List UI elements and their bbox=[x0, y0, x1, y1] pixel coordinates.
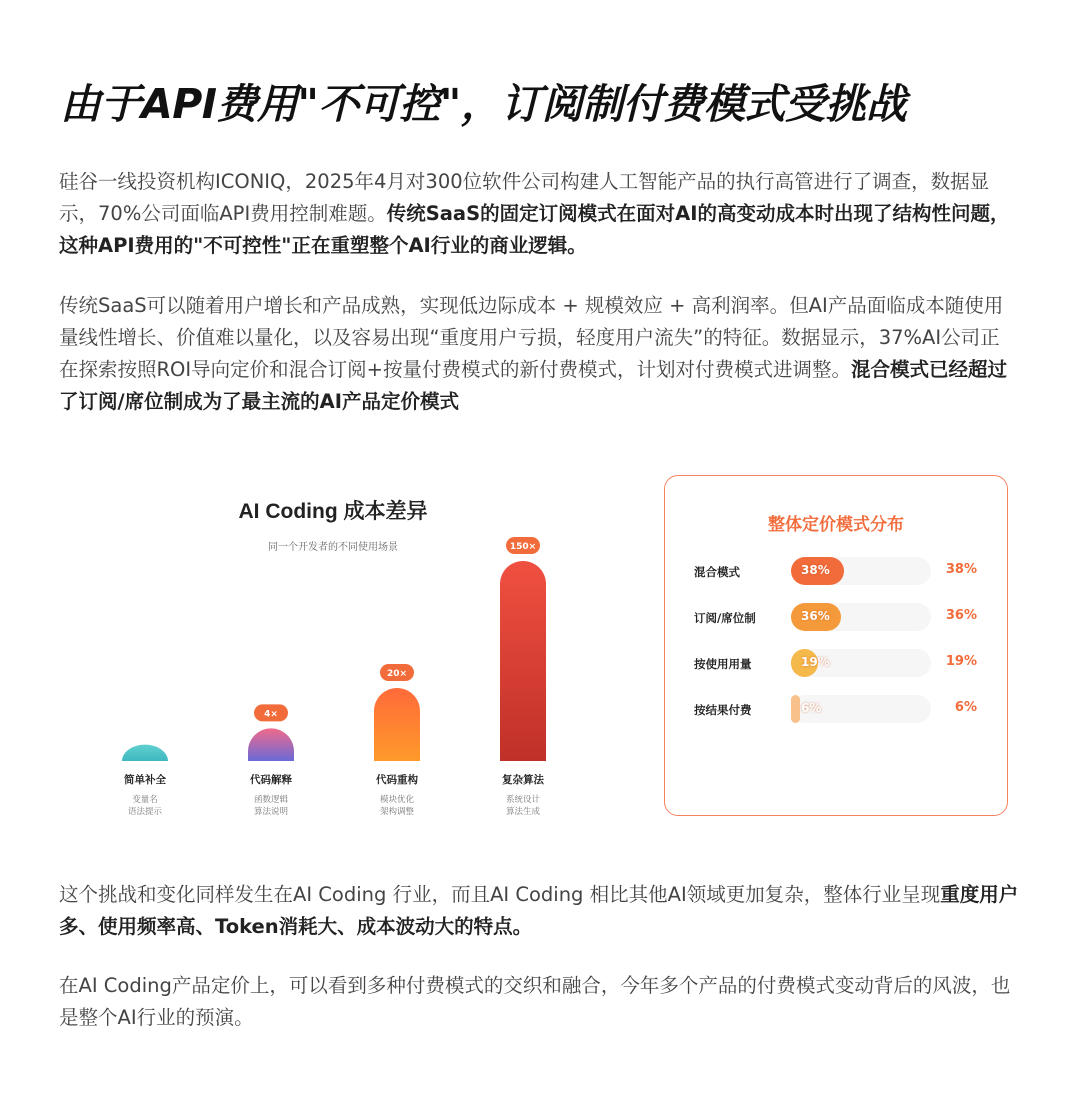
category-label-4: 复杂算法 bbox=[502, 774, 544, 786]
bar-track bbox=[791, 603, 931, 631]
category-desc-3: 架构调整 bbox=[379, 807, 415, 817]
bar-3 bbox=[374, 688, 420, 761]
bar-4 bbox=[500, 561, 546, 761]
card-title: 整体定价模式分布 bbox=[768, 515, 904, 535]
bar-track bbox=[791, 649, 931, 677]
paragraph-1-text: 硅谷一线投资机构ICONIQ，2025年4月对300位软件公司构建人工智能产品的执行高管进行了调查，数据显示，70%公司面临API费用控制难题。 bbox=[59, 170, 990, 225]
paragraph-1 bbox=[59, 166, 1019, 262]
bar-value-label: 38% bbox=[801, 563, 830, 577]
paragraph-3 bbox=[59, 879, 1019, 943]
page-title: 由于API费用"不可控"，订阅制付费模式受挑战 bbox=[60, 80, 907, 128]
distribution-row bbox=[665, 695, 1007, 725]
row-label: 按使用用量 bbox=[694, 657, 752, 671]
paragraph-3-text: 这个挑战和变化同样发生在AI Coding 行业，而且AI Coding 相比其他AI领域更加复杂，整体行业呈现 bbox=[59, 883, 941, 906]
badge-label-3: 20× bbox=[386, 668, 408, 679]
bar-value-label: 6% bbox=[801, 701, 822, 715]
category-desc-1: 变量名 bbox=[132, 795, 158, 805]
paragraph-2-bold: 混合模式已经超过了订阅/席位制成为了最主流的AI产品定价模式 bbox=[59, 358, 1008, 413]
distribution-row bbox=[665, 557, 1007, 587]
paragraph-4-text: 在AI Coding产品定价上，可以看到多种付费模式的交织和融合，今年多个产品的付费模式变动背后的风波，也是整个AI行业的预演。 bbox=[59, 974, 1011, 1029]
row-label: 订阅/席位制 bbox=[694, 611, 756, 625]
bar-value-label: 19% bbox=[801, 655, 830, 669]
bar-2 bbox=[248, 728, 294, 761]
chart-subtitle: 同一个开发者的不同使用场景 bbox=[268, 542, 398, 553]
distribution-row bbox=[665, 603, 1007, 633]
paragraph-2-text: 传统SaaS可以随着用户增长和产品成熟，实现低边际成本 + 规模效应 + 高利润率。但AI产品面临成本随使用量线性增长、价值难以量化，以及容易出现“重度用户亏损，轻度用户流失”的特征。数据显示，37%AI公司正在探索按照ROI导向定价和混合订阅+按量付费模式的新付费模式，计划对付费模式进调整。 bbox=[59, 294, 1004, 381]
bar-value-label: 36% bbox=[801, 609, 830, 623]
paragraph-2 bbox=[59, 290, 1019, 418]
category-desc-3: 模块优化 bbox=[379, 795, 415, 805]
category-desc-1: 语法提示 bbox=[127, 807, 163, 817]
distribution-row bbox=[665, 649, 1007, 679]
category-desc-4: 算法生成 bbox=[505, 807, 541, 817]
row-percentage: 6% bbox=[954, 700, 977, 715]
badge-label-2: 4× bbox=[264, 709, 278, 720]
row-percentage: 19% bbox=[945, 654, 977, 669]
category-label-2: 代码解释 bbox=[250, 774, 292, 786]
coding-cost-chart bbox=[90, 480, 590, 830]
row-percentage: 38% bbox=[945, 562, 977, 577]
paragraph-3-bold: 重度用户多、使用频率高、Token消耗大、成本波动大的特点。 bbox=[59, 883, 1019, 938]
category-label-1: 简单补全 bbox=[124, 774, 166, 786]
category-desc-2: 函数逻辑 bbox=[253, 795, 289, 805]
paragraph-1-bold: 传统SaaS的固定订阅模式在面对AI的高变动成本时出现了结构性问题，这种API费用的"不可控性"正在重塑整个AI行业的商业逻辑。 bbox=[59, 202, 1010, 257]
category-desc-2: 算法说明 bbox=[253, 807, 289, 817]
pricing-distribution-card bbox=[664, 475, 1008, 816]
row-label: 按结果付费 bbox=[694, 703, 752, 717]
bar-fill bbox=[791, 695, 800, 723]
row-label: 混合模式 bbox=[694, 565, 740, 579]
bar-1 bbox=[122, 745, 168, 761]
bar-track bbox=[791, 557, 931, 585]
bar-track bbox=[791, 695, 931, 723]
badge-label-4: 150× bbox=[509, 542, 537, 552]
chart-title: AI Coding 成本差异 bbox=[238, 500, 428, 523]
category-label-3: 代码重构 bbox=[376, 774, 418, 786]
row-percentage: 36% bbox=[945, 608, 977, 623]
category-desc-4: 系统设计 bbox=[505, 795, 541, 805]
paragraph-4 bbox=[59, 970, 1019, 1034]
